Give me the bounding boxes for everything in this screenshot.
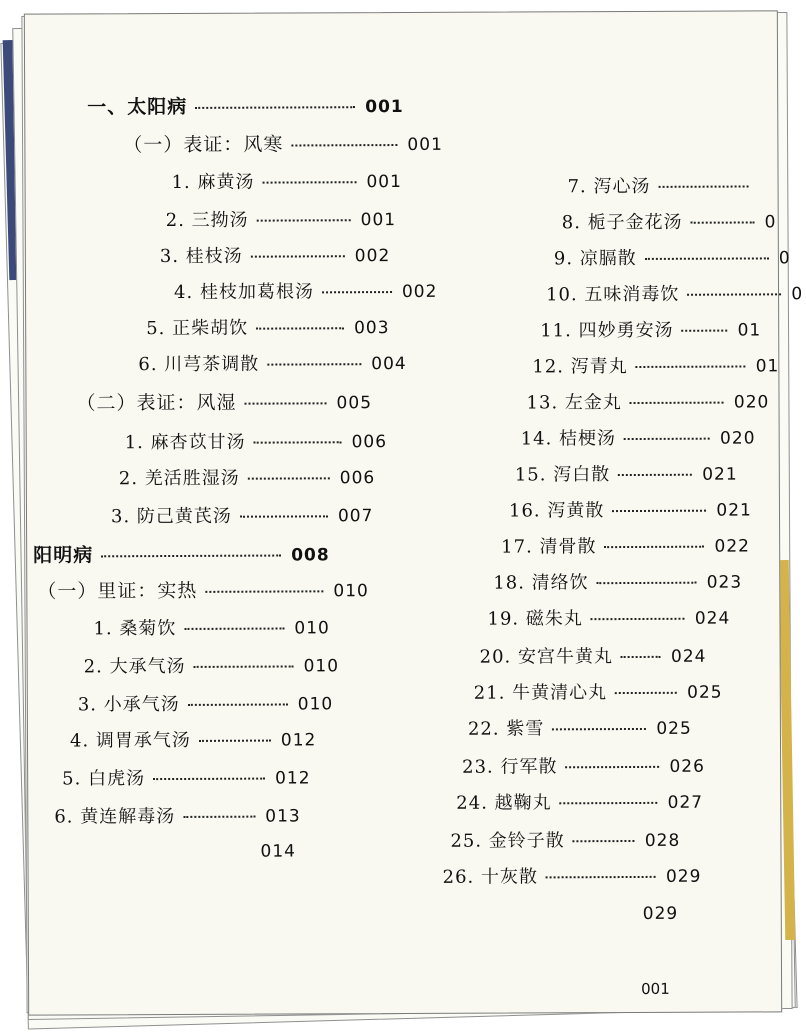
toc-leader-dots xyxy=(612,510,706,512)
toc-entry[interactable] xyxy=(540,315,761,342)
toc-entry[interactable] xyxy=(125,427,387,454)
toc-entry[interactable] xyxy=(123,129,443,157)
toc-entry-title: 18. 清络饮 xyxy=(493,572,589,594)
toc-entry[interactable] xyxy=(54,801,300,828)
toc-entry[interactable] xyxy=(562,207,777,234)
toc-entry-page: 001 xyxy=(407,134,443,155)
toc-entry-title: 17. 清骨散 xyxy=(501,536,597,558)
toc-leader-dots xyxy=(691,221,755,223)
toc-entry-title: 15. 泻白散 xyxy=(514,464,611,486)
toc-entry-title: 21. 牛黄清心丸 xyxy=(473,682,608,704)
toc-entry[interactable] xyxy=(33,539,330,567)
toc-entry-page: 003 xyxy=(354,318,390,339)
toc-entry-title: 6. 黄连解毒汤 xyxy=(54,805,176,828)
toc-leader-dots xyxy=(199,740,271,742)
toc-leader-dots xyxy=(605,546,705,548)
toc-entry-page: 002 xyxy=(354,246,391,267)
toc-leader-dots xyxy=(565,766,659,768)
toc-leader-dots xyxy=(256,327,344,329)
toc-entry-title: 20. 安宫牛黄丸 xyxy=(479,646,614,668)
toc-leader-dots xyxy=(248,477,330,479)
toc-entry-title: 3. 桂枝汤 xyxy=(159,245,243,268)
toc-entry-page: 027 xyxy=(667,792,704,813)
toc-entry[interactable] xyxy=(501,531,750,558)
toc-entry-page: 012 xyxy=(275,768,311,789)
toc-entry-title: 14. 桔梗汤 xyxy=(520,428,617,450)
toc-leader-dots xyxy=(552,728,646,730)
toc-entry-page: 024 xyxy=(694,608,731,629)
toc-leader-dots xyxy=(597,582,697,584)
toc-entry-title: 3. 防己黄芪汤 xyxy=(110,505,232,528)
toc-leader-dots xyxy=(262,181,356,183)
toc-entry-page: 021 xyxy=(716,500,752,521)
toc-entry-title: 19. 磁朱丸 xyxy=(487,608,583,630)
toc-entry-page: 010 xyxy=(294,618,330,639)
toc-entry[interactable] xyxy=(487,604,730,631)
toc-entry-title: 4. 调胃承气汤 xyxy=(69,729,191,752)
toc-entry-title: 23. 行军散 xyxy=(462,756,558,778)
toc-leader-dots xyxy=(240,515,328,517)
toc-entry[interactable] xyxy=(526,387,769,414)
toc-leader-dots xyxy=(183,816,255,818)
toc-entry-title: 1. 麻黄汤 xyxy=(171,171,255,194)
toc-entry-title: 12. 泻青丸 xyxy=(532,356,628,378)
toc-entry-page: 023 xyxy=(706,572,743,593)
toc-entry[interactable] xyxy=(87,91,404,119)
toc-entry[interactable] xyxy=(554,243,791,270)
toc-leader-dots xyxy=(322,291,392,293)
toc-entry-page: 006 xyxy=(339,468,376,489)
toc-leader-dots xyxy=(245,402,327,404)
toc-entry[interactable] xyxy=(568,171,759,198)
toc-continuation-page: 029 xyxy=(642,903,679,924)
toc-entry-title: 1. 桑菊饮 xyxy=(93,617,177,640)
toc-entry[interactable] xyxy=(146,313,389,340)
toc-leader-dots xyxy=(615,692,677,694)
toc-entry[interactable] xyxy=(509,495,752,522)
toc-entry[interactable] xyxy=(37,575,369,603)
toc-entry-title: 13. 左金丸 xyxy=(526,392,622,414)
toc-leader-dots xyxy=(101,555,281,558)
toc-page xyxy=(24,10,804,1015)
toc-entry-title: 6. 川芎茶调散 xyxy=(138,353,260,376)
toc-entry-title: 5. 正柴胡饮 xyxy=(146,317,249,340)
toc-entry-page: 010 xyxy=(297,694,334,715)
toc-entry-page: 001 xyxy=(365,96,404,118)
toc-entry[interactable] xyxy=(521,423,756,450)
toc-leader-dots xyxy=(658,185,748,187)
toc-entry[interactable] xyxy=(119,463,375,490)
toc-entry-title: （一）里证：实热 xyxy=(37,579,198,603)
toc-entry-page: 004 xyxy=(371,353,407,375)
toc-leader-dots xyxy=(188,704,288,706)
toc-leader-dots xyxy=(645,257,769,260)
toc-entry-page: 020 xyxy=(733,392,770,413)
toc-entry-page: 01 xyxy=(737,320,762,341)
toc-leader-dots xyxy=(184,628,284,630)
toc-leader-dots xyxy=(194,665,294,667)
toc-entry-page: 022 xyxy=(714,536,751,557)
toc-leader-dots xyxy=(254,441,342,443)
toc-entry-title: 11. 四妙勇安汤 xyxy=(540,319,674,342)
toc-entry[interactable] xyxy=(174,277,437,304)
toc-entry[interactable] xyxy=(493,568,742,595)
toc-entry[interactable] xyxy=(138,349,406,376)
toc-entry-title: （二）表证：风湿 xyxy=(76,391,237,415)
toc-leader-dots xyxy=(251,255,345,257)
toc-entry[interactable] xyxy=(474,678,723,705)
toc-leader-dots xyxy=(630,402,724,404)
toc-entry[interactable] xyxy=(160,241,390,268)
toc-entry-page: 002 xyxy=(401,281,438,303)
toc-entry-title: 22. 紫雪 xyxy=(467,718,545,740)
toc-entry-page: 021 xyxy=(702,464,738,485)
toc-entry[interactable] xyxy=(78,689,333,716)
toc-entry[interactable] xyxy=(462,752,705,779)
toc-entry[interactable] xyxy=(62,763,310,790)
toc-leader-dots xyxy=(153,778,265,780)
toc-continuation-page: 014 xyxy=(260,841,296,862)
toc-leader-dots xyxy=(291,144,397,146)
toc-entry-page: 010 xyxy=(303,656,340,677)
toc-entry-page: 029 xyxy=(665,866,702,887)
toc-leader-dots xyxy=(618,474,692,476)
toc-entry-page: 001 xyxy=(366,172,402,193)
toc-entry-page: 007 xyxy=(337,506,374,527)
toc-entry[interactable] xyxy=(443,862,702,889)
toc-leader-dots xyxy=(624,438,710,440)
toc-entry-page: 008 xyxy=(291,545,330,566)
toc-leader-dots xyxy=(687,293,781,295)
toc-entry-page: 0 xyxy=(791,284,804,305)
toc-leader-dots xyxy=(205,590,323,593)
toc-entry-page: 025 xyxy=(656,718,692,739)
toc-entry[interactable] xyxy=(84,651,339,678)
toc-entry-page: 026 xyxy=(669,756,705,777)
toc-entry[interactable] xyxy=(171,167,401,194)
toc-entry[interactable] xyxy=(76,387,372,415)
toc-entry-page: 005 xyxy=(336,393,373,414)
toc-entry-title: 1. 麻杏苡甘汤 xyxy=(124,431,246,454)
toc-entry[interactable] xyxy=(450,826,680,853)
toc-entry-title: 3. 小承气汤 xyxy=(77,693,180,716)
toc-entry-page: 020 xyxy=(719,428,756,449)
toc-entry-title: 10. 五味消毒饮 xyxy=(546,283,680,306)
toc-entry[interactable] xyxy=(70,725,316,752)
toc-entry-page: 028 xyxy=(644,830,681,851)
toc-entry-title: 2. 大承气汤 xyxy=(83,655,186,678)
toc-entry[interactable] xyxy=(93,613,329,640)
toc-entry-page: 024 xyxy=(670,646,707,667)
toc-entry-page: 001 xyxy=(360,210,397,231)
toc-entry-title: 一、太阳病 xyxy=(87,95,188,119)
toc-leader-dots xyxy=(546,876,656,878)
toc-entry-title: （一）表证：风寒 xyxy=(123,133,284,157)
toc-entry-page: 010 xyxy=(333,581,369,602)
toc-entry[interactable] xyxy=(546,279,803,306)
toc-leader-dots xyxy=(591,618,685,620)
toc-entry-page: 01 xyxy=(755,356,780,377)
toc-entry[interactable] xyxy=(532,351,779,378)
toc-entry-title: 7. 泻心汤 xyxy=(567,175,651,198)
page-number: 001 xyxy=(641,979,670,998)
toc-entry-page: 0 xyxy=(778,248,791,269)
toc-entry-page: 025 xyxy=(687,682,723,703)
toc-entry[interactable] xyxy=(111,501,373,528)
toc-entry-title: 25. 金铃子散 xyxy=(450,830,565,852)
toc-entry-title: 16. 泻黄散 xyxy=(508,500,605,522)
toc-leader-dots xyxy=(267,363,361,365)
toc-leader-dots xyxy=(257,219,351,221)
toc-entry-title: 2. 羌活胜湿汤 xyxy=(118,467,240,490)
toc-entry-page: 012 xyxy=(280,730,317,751)
toc-entry-page: 0 xyxy=(764,212,777,233)
toc-entry-title: 24. 越鞠丸 xyxy=(456,792,552,814)
toc-entry[interactable] xyxy=(468,714,692,741)
toc-entry-title: 9. 凉膈散 xyxy=(553,247,637,270)
toc-leader-dots xyxy=(636,366,746,368)
toc-leader-dots xyxy=(573,840,635,842)
toc-entry[interactable] xyxy=(480,642,707,669)
toc-leader-dots xyxy=(560,802,658,804)
toc-entry-title: 26. 十灰散 xyxy=(442,866,538,888)
toc-entry-title: 5. 白虎汤 xyxy=(62,768,146,790)
toc-entry-title: 2. 三拗汤 xyxy=(165,209,249,232)
toc-entry[interactable] xyxy=(166,205,396,232)
toc-leader-dots xyxy=(682,330,728,332)
toc-leader-dots xyxy=(621,656,661,658)
toc-leader-dots xyxy=(195,106,355,109)
toc-entry-title: 4. 桂枝加葛根汤 xyxy=(173,281,314,303)
toc-entry-title: 阳明病 xyxy=(33,544,94,567)
toc-entry-title: 8. 栀子金花汤 xyxy=(561,211,683,234)
toc-entry-page: 006 xyxy=(351,432,388,453)
toc-entry-page: 013 xyxy=(265,806,301,827)
toc-entry[interactable] xyxy=(456,788,703,815)
toc-entry[interactable] xyxy=(515,460,738,487)
